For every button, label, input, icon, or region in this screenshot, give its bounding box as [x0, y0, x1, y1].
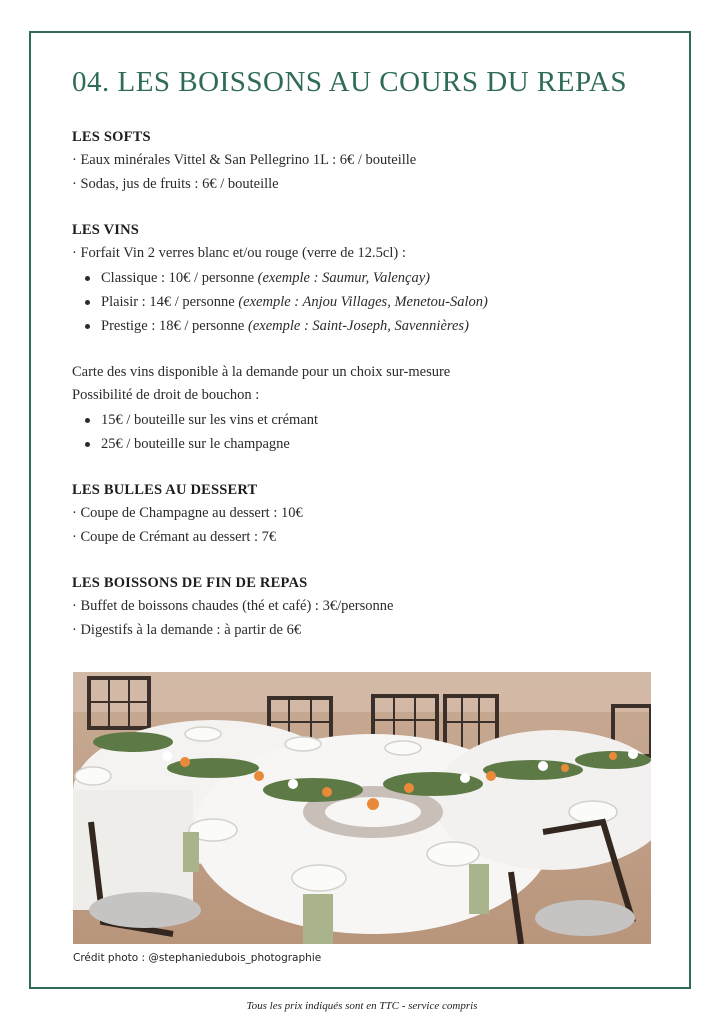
item-text: Classique : 10€ / personne [101, 269, 258, 286]
item-text: 25€ / bouteille sur le champagne [101, 435, 290, 452]
price-line: · Coupe de Champagne au dessert : 10€ [72, 504, 303, 521]
item-example: (exemple : Saumur, Valençay) [257, 269, 430, 286]
section-fin-repas [72, 572, 652, 642]
bullet-icon [85, 418, 90, 423]
photo-credit: Crédit photo : @stephaniedubois_photographie [73, 952, 322, 964]
section-bulles [72, 479, 652, 549]
footer-note: Tous les prix indiqués sont en TTC - service compris [246, 1000, 478, 1012]
menu-content [72, 126, 652, 665]
info-line: Possibilité de droit de bouchon : [72, 387, 260, 404]
list-item [72, 432, 652, 456]
price-line: · Coupe de Crémant au dessert : 7€ [72, 528, 277, 545]
price-line: · Buffet de boissons chaudes (thé et café) : 3€/personne [72, 598, 394, 615]
page-title: 04. LES BOISSONS AU COURS DU REPAS [72, 66, 627, 98]
section-heading: LES BOISSONS DE FIN DE REPAS [72, 575, 308, 592]
section-heading: LES SOFTS [72, 129, 151, 145]
section-heading: LES BULLES AU DESSERT [72, 481, 258, 498]
info-line: Carte des vins disponible à la demande pour un choix sur-mesure [72, 363, 451, 380]
wedding-table-photo [73, 672, 651, 944]
list-item [72, 408, 652, 432]
price-line: · Sodas, jus de fruits : 6€ / bouteille [72, 175, 279, 192]
list-item [72, 290, 652, 314]
list-item [72, 266, 652, 290]
price-line: · Forfait Vin 2 verres blanc et/ou rouge (verre de 12.5cl) : [72, 245, 406, 262]
section-softs [72, 126, 652, 196]
bullet-icon [85, 324, 90, 329]
section-carte-vins [72, 361, 652, 456]
price-line: · Digestifs à la demande : à partir de 6€ [72, 621, 302, 638]
item-example: (exemple : Anjou Villages, Menetou-Salon) [238, 293, 488, 310]
section-heading: LES VINS [72, 222, 140, 239]
bullet-icon [85, 442, 90, 447]
bullet-icon [85, 276, 90, 281]
corkage-list [72, 408, 652, 456]
bullet-icon [85, 300, 90, 305]
wine-formula-list [72, 266, 652, 338]
item-example: (exemple : Saint-Joseph, Savennières) [248, 317, 469, 334]
item-text: Prestige : 18€ / personne [101, 317, 248, 334]
item-text: Plaisir : 14€ / personne [101, 293, 239, 310]
item-text: 15€ / bouteille sur les vins et crémant [101, 411, 319, 428]
list-item [72, 314, 652, 338]
section-vins [72, 219, 652, 338]
price-line: · Eaux minérales Vittel & San Pellegrino 1L : 6€ / bouteille [72, 152, 417, 168]
